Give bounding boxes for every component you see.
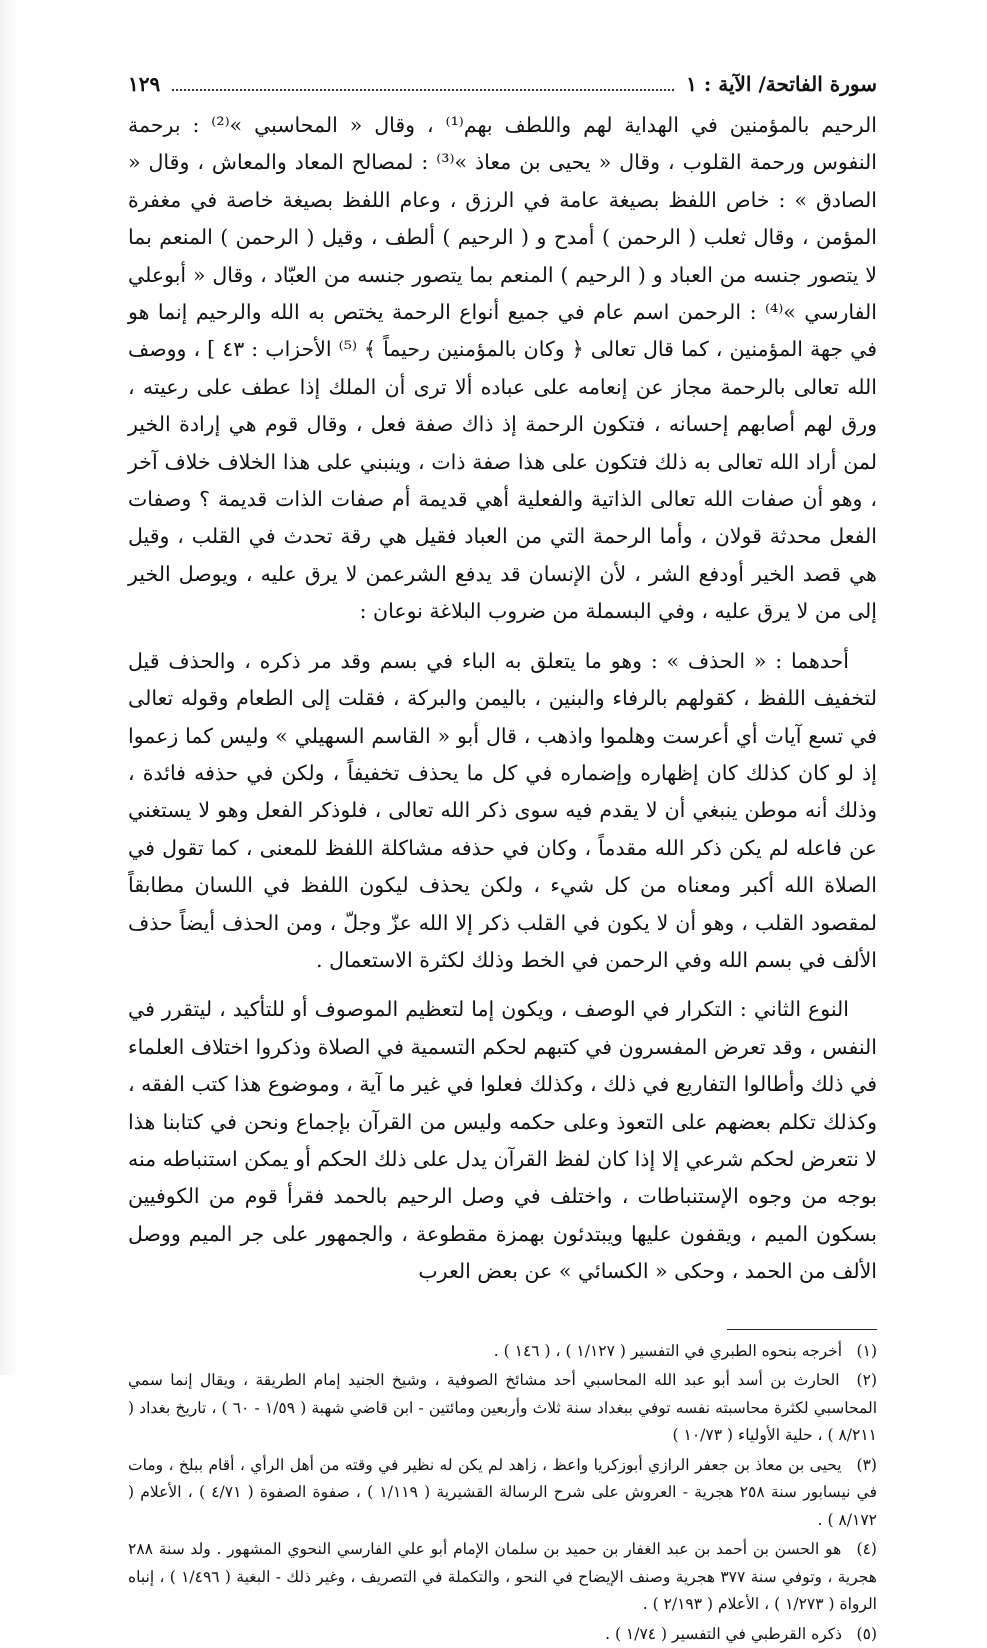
footnote-number: (٥) [856,1624,877,1643]
footnote-5 [128,1621,877,1648]
paragraph-1: الرحيم بالمؤمنين في الهداية لهم واللطف بهم⁽¹⁾ ، وقال « المحاسبي »⁽²⁾ : برحمة النفوس ورحمة القلوب ، وقال « يحيى بن معاذ »⁽³⁾ : لمصالح المعاد والمعاش ، وقال « الصادق » : خاص اللفظ بصيغة عامة في الرزق ، وعام اللفظ بصيغة خاصة في مغفرة المؤمن ، وقال ثعلب ( الرحمن ) أمدح و ( الرحيم ) ألطف ، وقيل ( الرحمن ) المنعم بما لا يتصور جنسه من العباد و ( الرحيم ) المنعم بما يتصور جنسه من العبّاد ، وقال « أبوعلي الفارسي »⁽⁴⁾ : الرحمن اسم عام في جميع أنواع الرحمة يختص به الله والرحيم إنما هو في جهة المؤمنين ، كما قال تعالى ﴿ وكان بالمؤمنين رحيماً ﴾ ⁽⁵⁾ الأحزاب : ٤٣ ] ، ووصف الله تعالى بالرحمة مجاز عن إنعامه على عباده ألا ترى أن الملك إذا عطف على رعيته ، ورق لهم أصابهم إحسانه ، فتكون الرحمة إذ ذاك صفة فعل ، وقال قوم هي إرادة الخير لمن أراد الله تعالى به ذلك فتكون على هذا صفة ذات ، وينبني على هذا الخلاف خلاف آخر ، وهو أن صفات الله تعالى الذاتية والفعلية أهي قديمة أم صفات الذات قديمة ؟ وصفات الفعل محدثة قولان ، وأما الرحمة التي من العباد فقيل هي رقة تحدث في القلب ، وقيل هي قصد الخير أودفع الشر ، لأن الإنسان قد يدفع الشرعمن لا يرق عليه ، ويوصل الخير إلى من لا يرق عليه ، وفي البسملة من ضروب البلاغة نوعان : [128,113,878,624]
footnote-text: الحارث بن أسد أبو عبد الله المحاسبي أحد مشائخ الصوفية ، وشيخ الجنيد إمام الطريقة ، ويقال إنما سمي المحاسبي لكثرة محاسبته نفسه توفي ببغداد سنة ثلاث وأربعين ومائتين - ابن قاضي شهبة ( ١/٥٩ - ٦٠ ) ، تاريخ بغداد ( ٨/٢١١ ) ، حلية الأولياء ( ١٠/٧٣ ) [128,1371,877,1445]
footnote-number: (٢) [856,1371,877,1390]
footnote-text: ذكره القرطبي في التفسير ( ١/٧٤ ) . [605,1624,843,1643]
main-text [128,107,877,1291]
footnote-2 [128,1367,877,1450]
footnote-separator [727,1329,877,1330]
footnote-1 [128,1338,877,1366]
footnote-text: هو الحسن بن أحمد بن عبد الغفار بن حميد بن سلمان الإمام أبو علي الفارسي النحوي المشهور . ولد سنة ٢٨٨ هجرية ، وتوفي سنة ٣٧٧ هجرية وصنف الإيضاح في النحو ، والتكملة في التصريف ، وغير ذلك - البغية ( ١/٤٩٦ ) ، إنباه الرواة ( ١/٢٧٣ ) ، الأعلام ( ٢/١٩٣ ) . [128,1540,877,1614]
surah-title: سورة الفاتحة/ الآية : ١ [686,72,877,96]
footnotes [128,1338,877,1648]
footnote-text: أخرجه بنحوه الطبري في التفسير ( ١/١٢٧ ) ، ( ١٤٦ ) . [493,1341,843,1360]
running-header [128,72,877,101]
paragraph-2: أحدهما : « الحذف » : وهو ما يتعلق به الباء في بسم وقد مر ذكره ، والحذف قيل لتخفيف اللفظ ، كقولهم بالرفاء والبنين ، باليمن والبركة ، فقلت إلى الطعام وقوله تعالى في تسع آيات أي أعرست وهلموا واذهب ، قال أبو « القاسم السهيلي » وليس كما زعموا إذ لو كان كذلك كان إظهاره وإضماره في كل ما يحذف تخفيفاً ، ولكن في حذفه فائدة ، وذلك أنه موطن ينبغي أن لا يقدم فيه سوى ذكر الله تعالى ، فلوذكر الفعل وهو لا يستغني عن فاعله لم يكن ذكر الله مقدماً ، وكان في حذفه مشاكلة اللفظ للمعنى ، كما تقول في الصلاة الله أكبر ومعناه من كل شيء ، ولكن يحذف ليكون اللفظ في اللسان مطابقاً لمقصود القلب ، وهو أن لا يكون في القلب ذكر إلا الله عزّ وجلّ ، ومن الحذف أيضاً حذف الألف في بسم الله وفي الرحمن في الخط وذلك لكثرة الاستعمال . [128,648,877,972]
footnote-number: (١) [856,1341,877,1360]
footnote-number: (٣) [856,1455,877,1474]
page-number: ١٢٩ [128,72,161,96]
footnote-4 [128,1536,877,1619]
paragraph-3: النوع الثاني : التكرار في الوصف ، ويكون إما لتعظيم الموصوف أو للتأكيد ، ليتقرر في النفس ، وقد تعرض المفسرون في كتبهم لحكم التسمية في الصلاة وذكروا اختلاف العلماء في ذلك وأطالوا التفاريع في ذلك ، وكذلك فعلوا في غير ما آية ، وموضوع هذا كتب الفقه ، وكذلك تكلم بعضهم على التعوذ وعلى حكمه وليس من القرآن بإجماع ونحن في كتابنا هذا لا نتعرض لحكم شرعي إلا إذا كان لفظ القرآن يدل على ذلك الحكم أو يمكن استنباطه منه بوجه من وجوه الإستنباطات ، واختلف في وصل الرحيم بالحمد فقرأ قوم من الكوفيين بسكون الميم ، ويقفون عليها ويبتدئون بهمزة مقطوعة ، والجمهور على جر الميم ووصل الألف من الحمد ، وحكى « الكسائي » عن بعض العرب [128,997,877,1284]
header-dots [172,89,674,91]
footnote-number: (٤) [856,1540,877,1559]
footnote-text: يحيى بن معاذ بن جعفر الرازي أبوزكريا واعظ ، زاهد لم يكن له نظير في وقته من أهل الرأي ، أقام ببلخ ، ومات في نيسابور سنة ٢٥٨ هجرية - العروش على شرح الرسالة القشيرية ( ١/١١٩ ) ، صفوة الصفوة ( ٤/٧١ ) ، الأعلام ( ٨/١٧٢ ) . [128,1455,878,1529]
footnote-3 [128,1452,877,1535]
